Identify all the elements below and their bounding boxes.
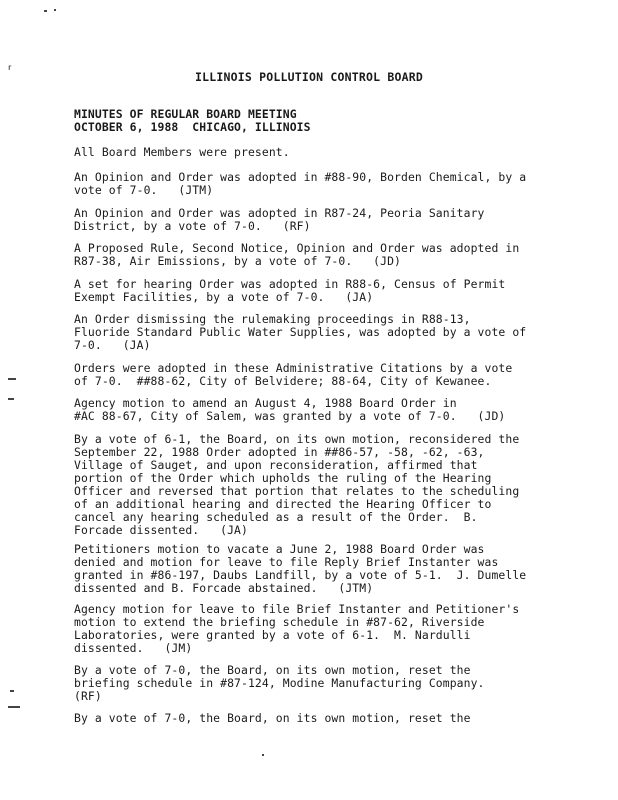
- paragraph-item: An Order dismissing the rulemaking proceedings in R88-13, Fluoride Standard Public Water Supplies, was adopted by a vote of 7-0. (JA): [74, 312, 527, 352]
- scan-speck: [10, 690, 14, 692]
- scan-mark: ⸢: [6, 64, 14, 78]
- paragraph-item: Agency motion for leave to file Brief Instanter and Petitioner's motion to extend the briefing schedule in #87-62, Riverside Laboratories, were granted by a vote of 6-1. M. Nardulli dissented. (JM): [74, 602, 520, 655]
- paragraph-item: Agency motion to amend an August 4, 1988 Board Order in #AC 88-67, City of Salem, was granted by a vote of 7-0. (JD): [74, 396, 506, 423]
- scan-speck: [44, 10, 47, 12]
- paragraph-item: Orders were adopted in these Administrative Citations by a vote of 7-0. ##88-62, City of Belvidere; 88-64, City of Kewanee.: [74, 361, 513, 388]
- paragraph-item: By a vote of 6-1, the Board, on its own motion, reconsidered the September 22, 1988 Order adopted in ##86-57, -58, -62, -63, Village of Sauget, and upon reconsideration, affirmed that portion of the Order which upholds the ruling of the Hearing Officer and reversed that portion that relates to the scheduling of an additional hearing and directed the Hearing Officer to cancel any hearing scheduled as a result of the Order. B. Forcade dissented. (JA): [74, 432, 520, 537]
- scan-speck: [8, 706, 20, 708]
- minutes-title: MINUTES OF REGULAR BOARD MEETING: [74, 107, 297, 121]
- paragraph-item: By a vote of 7-0, the Board, on its own motion, reset the briefing schedule in #87-124, Modine Manufacturing Company. (RF): [74, 663, 485, 703]
- document-heading: ILLINOIS POLLUTION CONTROL BOARD: [195, 70, 423, 84]
- paragraph-item: An Opinion and Order was adopted in #88-90, Borden Chemical, by a vote of 7-0. (JTM): [74, 170, 527, 197]
- scan-speck: [8, 398, 14, 400]
- paragraph-item: By a vote of 7-0, the Board, on its own motion, reset the: [74, 711, 471, 725]
- paragraph-item: A Proposed Rule, Second Notice, Opinion and Order was adopted in R87-38, Air Emissions, by a vote of 7-0. (JD): [74, 241, 520, 268]
- scan-speck: [8, 378, 16, 380]
- paragraph-attendance: All Board Members were present.: [74, 145, 290, 159]
- scan-speck: [262, 754, 264, 756]
- paragraph-item: An Opinion and Order was adopted in R87-24, Peoria Sanitary District, by a vote of 7-0. (RF): [74, 206, 485, 233]
- scan-speck: [54, 9, 56, 11]
- paragraph-item: Petitioners motion to vacate a June 2, 1988 Board Order was denied and motion for leave to file Reply Brief Instanter was granted in #86-197, Daubs Landfill, by a vote of 5-1. J. Dumelle dissented and B. Forcade abstained. (JTM): [74, 542, 527, 595]
- meeting-date-location: OCTOBER 6, 1988 CHICAGO, ILLINOIS: [74, 120, 311, 134]
- paragraph-item: A set for hearing Order was adopted in R88-6, Census of Permit Exempt Facilities, by a vote of 7-0. (JA): [74, 277, 506, 304]
